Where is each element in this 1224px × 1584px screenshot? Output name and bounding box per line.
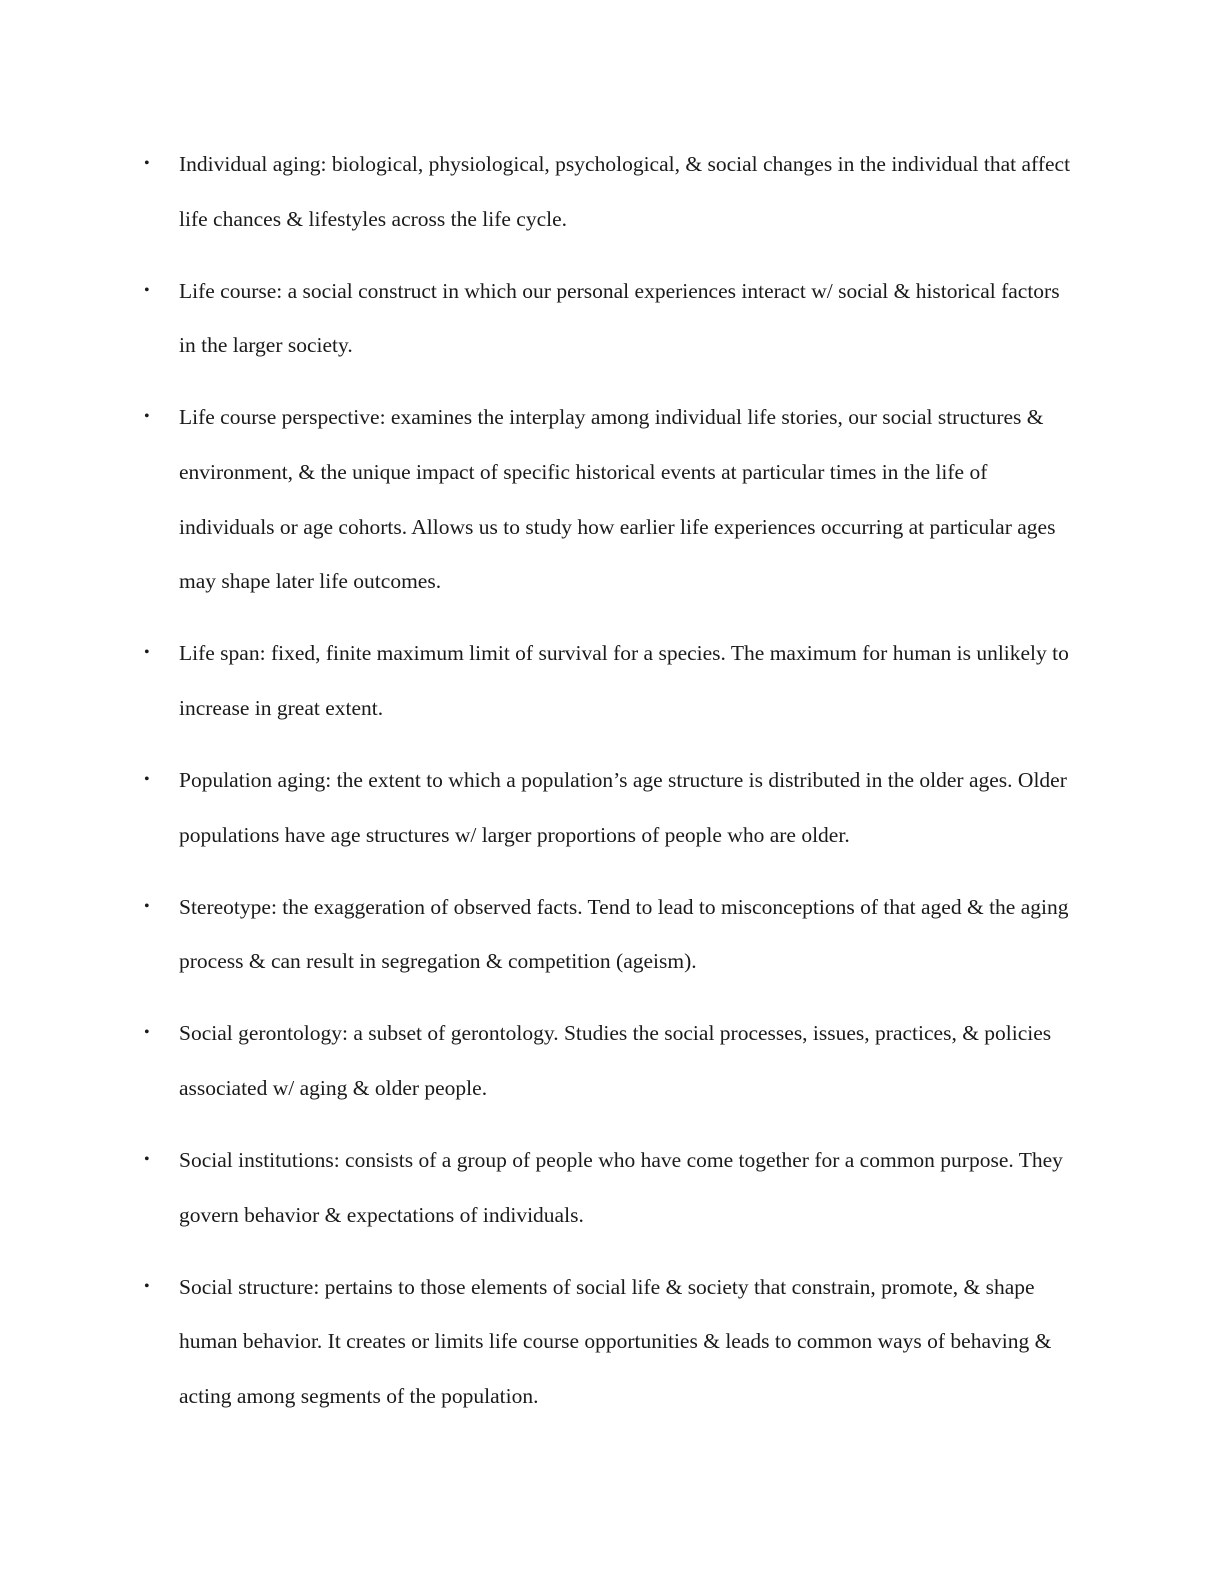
list-item-text: Population aging: the extent to which a population’s age structure is distributed in the older ages. Older populations have age structures w/ larger proportions of people who are older.	[179, 767, 1067, 847]
list-item-text: Life course: a social construct in which our personal experiences interact w/ social & historical factors in the larger society.	[179, 278, 1060, 358]
list-item	[144, 1133, 1074, 1242]
list-item	[144, 753, 1074, 862]
list-item	[144, 264, 1074, 373]
bullet-icon: •	[144, 408, 150, 426]
bullet-icon: •	[144, 770, 150, 788]
bullet-icon: •	[144, 897, 150, 915]
bullet-icon: •	[144, 1151, 150, 1168]
list-item-text: Social gerontology: a subset of gerontology. Studies the social processes, issues, practices, & policies associated w/ aging & older people.	[179, 1021, 1052, 1100]
list-item	[144, 390, 1074, 608]
bullet-icon: •	[144, 155, 150, 172]
list-item	[144, 1006, 1074, 1115]
list-item-text: Individual aging: biological, physiological, psychological, & social changes in the individual that affect life chances & lifestyles across the life cycle.	[179, 152, 1071, 231]
definitions-list	[144, 137, 1074, 1441]
list-item	[144, 626, 1074, 735]
bullet-icon: •	[144, 1277, 150, 1295]
list-item	[144, 880, 1074, 989]
bullet-icon: •	[144, 644, 150, 662]
bullet-icon: •	[144, 281, 150, 299]
list-item-text: Stereotype: the exaggeration of observed facts. Tend to lead to misconceptions of that aged & the aging process & can result in segregation & competition (ageism).	[179, 894, 1069, 974]
list-item-text: Life course perspective: examines the interplay among individual life stories, our social structures & environment, & the unique impact of specific historical events at particular times in the life of individuals or age cohorts. Allows us to study how earlier life experiences occurring at particular ages may shape later life outcomes.	[179, 405, 1056, 594]
list-item-text: Life span: fixed, finite maximum limit of survival for a species. The maximum for human is unlikely to increase in great extent.	[179, 641, 1069, 720]
list-item-text: Social institutions: consists of a group of people who have come together for a common purpose. They govern behavior & expectations of individuals.	[179, 1148, 1063, 1227]
list-item-text: Social structure: pertains to those elements of social life & society that constrain, promote, & shape human behavior. It creates or limits life course opportunities & leads to common ways of behaving & acting among segments of the population.	[179, 1274, 1052, 1408]
bullet-icon: •	[144, 1024, 150, 1042]
list-item	[144, 1260, 1074, 1424]
list-item	[144, 137, 1074, 246]
